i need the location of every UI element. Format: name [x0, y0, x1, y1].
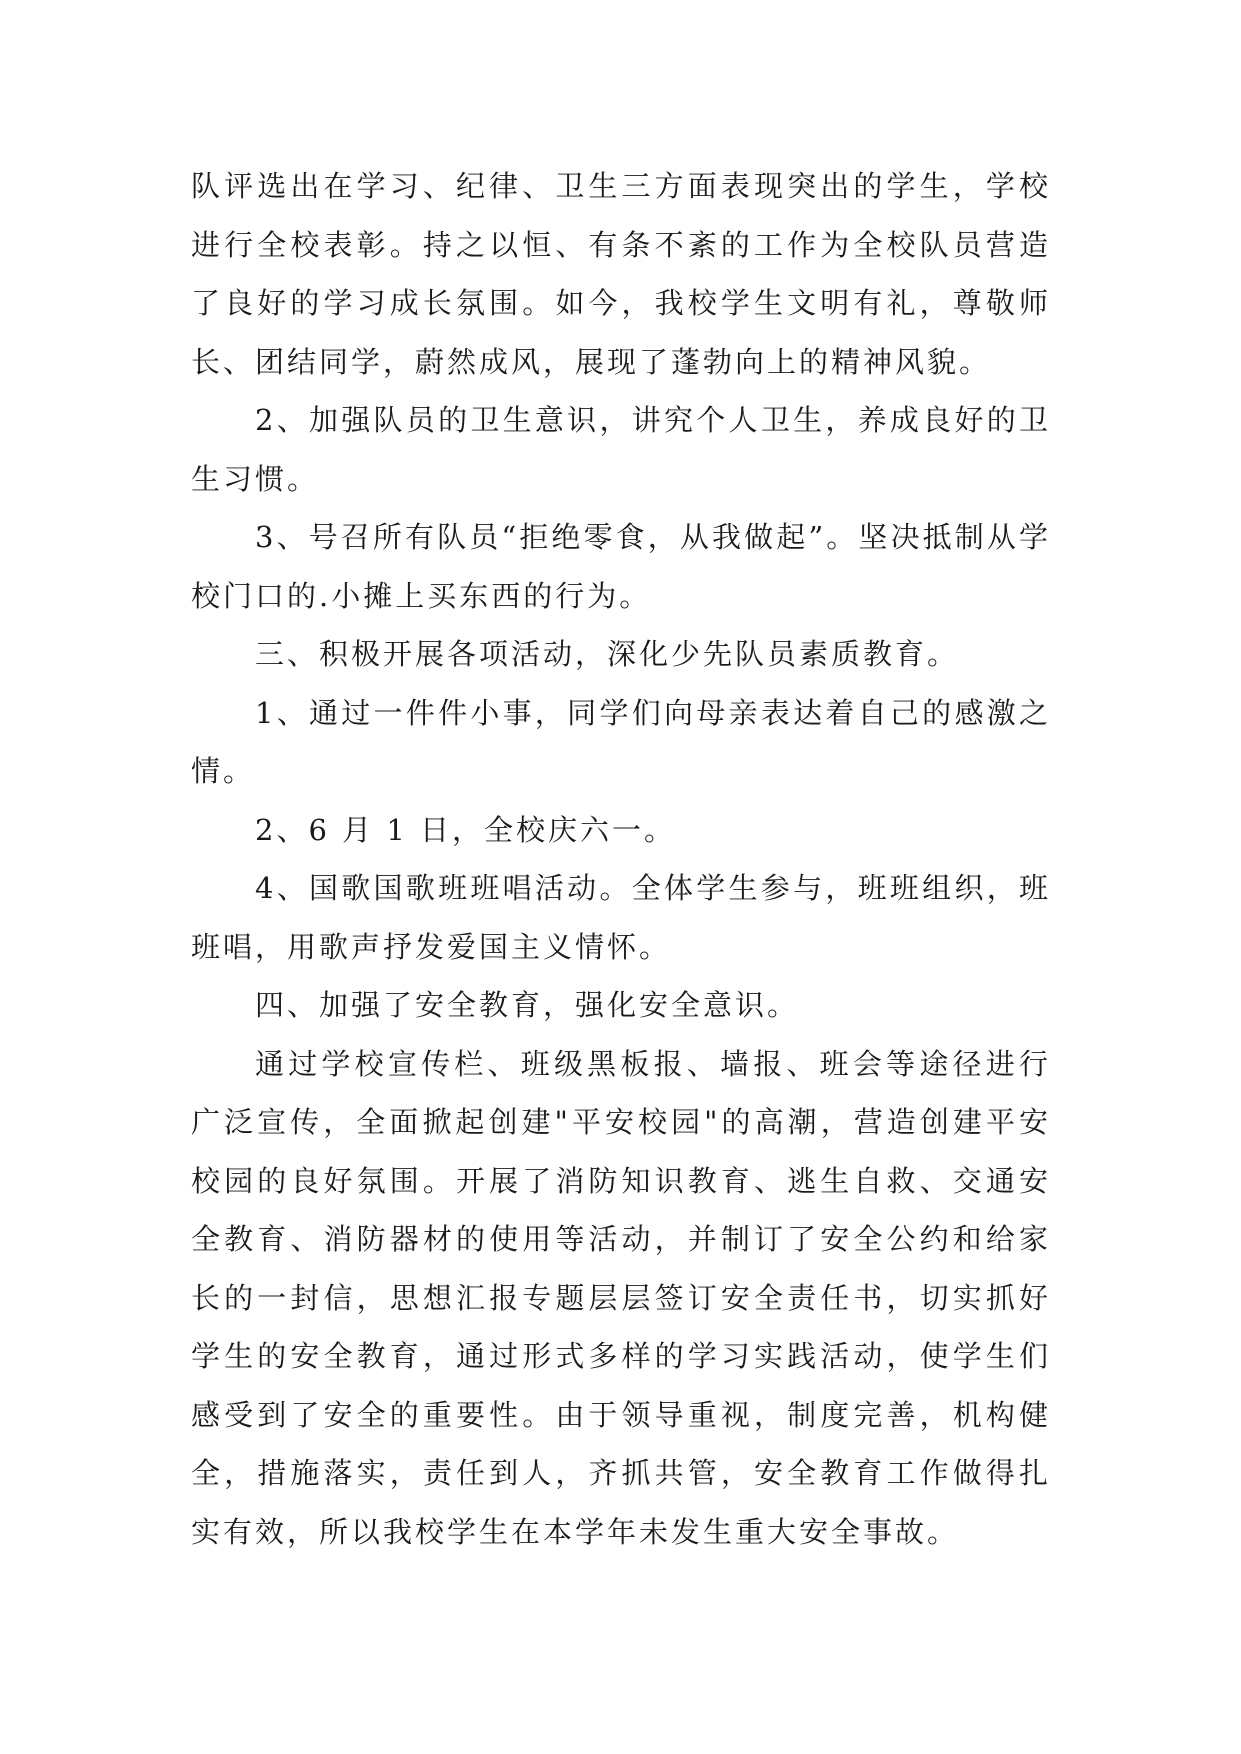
paragraph-3: 3、号召所有队员“拒绝零食，从我做起”。坚决抵制从学校门口的.小摊上买东西的行为。: [191, 520, 1051, 613]
section-heading-3: 三、积极开展各项活动，深化少先队员素质教育。: [255, 637, 960, 671]
paragraph-4: 1、通过一件件小事，同学们向母亲表达着自己的感激之情。: [191, 695, 1051, 788]
paragraph-2: 2、加强队员的卫生意识，讲究个人卫生，养成良好的卫生习惯。: [191, 403, 1051, 496]
paragraph-5: 2、6 月 1 日，全校庆六一。: [255, 812, 677, 847]
paragraph-1: 队评选出在学习、纪律、卫生三方面表现突出的学生，学校进行全校表彰。持之以恒、有条不紊的工作为全校队员营造了良好的学习成长氛围。如今，我校学生文明有礼，尊敬师长、团结同学，蔚然成风，展现了蓬勃向上的精神风貌。: [191, 169, 1051, 379]
section-heading-4: 四、加强了安全教育，强化安全意识。: [255, 988, 800, 1022]
paragraph-6: 4、国歌国歌班班唱活动。全体学生参与，班班组织，班班唱，用歌声抒发爱国主义情怀。: [191, 871, 1051, 964]
paragraph-7: 通过学校宣传栏、班级黑板报、墙报、班会等途径进行广泛宣传，全面掀起创建"平安校园"的高潮，营造创建平安校园的良好氛围。开展了消防知识教育、逃生自救、交通安全教育、消防器材的使用等活动，并制订了安全公约和给家长的一封信，思想汇报专题层层签订安全责任书，切实抓好学生的安全教育，通过形式多样的学习实践活动，使学生们感受到了安全的重要性。由于领导重视，制度完善，机构健全，措施落实，责任到人，齐抓共管，安全教育工作做得扎实有效，所以我校学生在本学年未发生重大安全事故。: [191, 1046, 1051, 1549]
document-body: [191, 157, 1051, 1561]
